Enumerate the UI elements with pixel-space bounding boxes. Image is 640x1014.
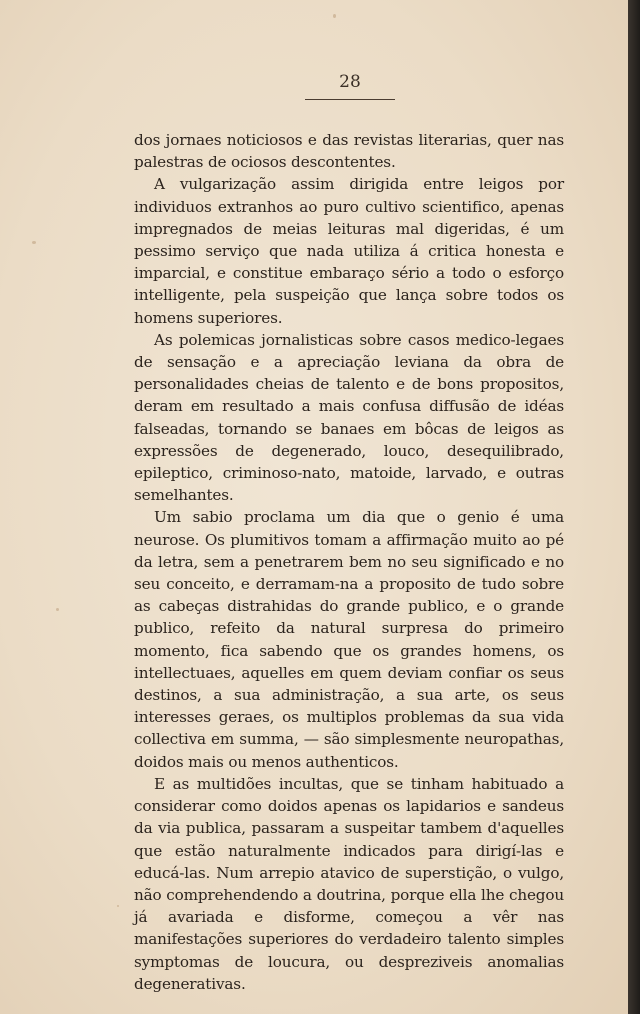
paragraph: dos jornaes noticiosos e das revistas literarias, quer nas palestras de ociosos descontentes. <box>134 131 564 172</box>
paragraph: E as multidões incultas, que se tinham habituado a considerar como doidos apenas os lapidarios e sandeus da via publica, passaram a suspeitar tambem d'aquelles que estão naturalmente indicados para dirigí-las e educá-las. Num arrepio atavico de superstição, o vulgo, não comprehendendo a doutrina, porque ella lhe chegou já avariada e disforme, começou a vêr nas manifestações superiores do verdadeiro talento simples symptomas de loucura, ou despreziveis anomalias degenerativas. <box>134 774 564 993</box>
paragraph: A vulgarização assim dirigida entre leigos por individuos extranhos ao puro cultivo scientifico, apenas impregnados de meias leituras mal digeridas, é um pessimo serviço que nada utiliza á critica honesta e imparcial, e constitue embaraço sério a todo o esforço intelligente, pela suspeição que lança sobre todos os homens superiores. <box>134 175 564 327</box>
body-text <box>134 129 564 995</box>
book-edge <box>628 0 640 1014</box>
foxing-spot <box>32 241 36 244</box>
page-number: 28 <box>339 72 361 92</box>
header-rule <box>305 99 395 100</box>
paragraph: Um sabio proclama um dia que o genio é uma neurose. Os plumitivos tomam a affirmação muito ao pé da letra, sem a penetrarem bem no seu significado e no seu conceito, e derramam-na a proposito de tudo sobre as cabeças distrahidas do grande publico, e o grande publico, refeito da natural surpresa do primeiro momento, fica sabendo que os grandes homens, os intellectuaes, aquelles em quem deviam confiar os seus destinos, a sua administração, a sua arte, os seus interesses geraes, os multiplos problemas da sua vida collectiva em summa, — são simplesmente neuropathas, doidos mais ou menos authenticos. <box>134 508 564 771</box>
foxing-spot <box>56 608 59 611</box>
paragraph: As polemicas jornalisticas sobre casos medico-legaes de sensação e a apreciação leviana da obra de personalidades cheias de talento e de bons propositos, deram em resultado a mais confusa diffusão de idéas falseadas, tornando se banaes em bôcas de leigos as expressões de degenerado, louco, desequilibrado, epileptico, criminoso-nato, matoide, larvado, e outras semelhantes. <box>134 330 564 505</box>
foxing-spot <box>333 14 336 18</box>
foxing-spot <box>117 905 119 907</box>
